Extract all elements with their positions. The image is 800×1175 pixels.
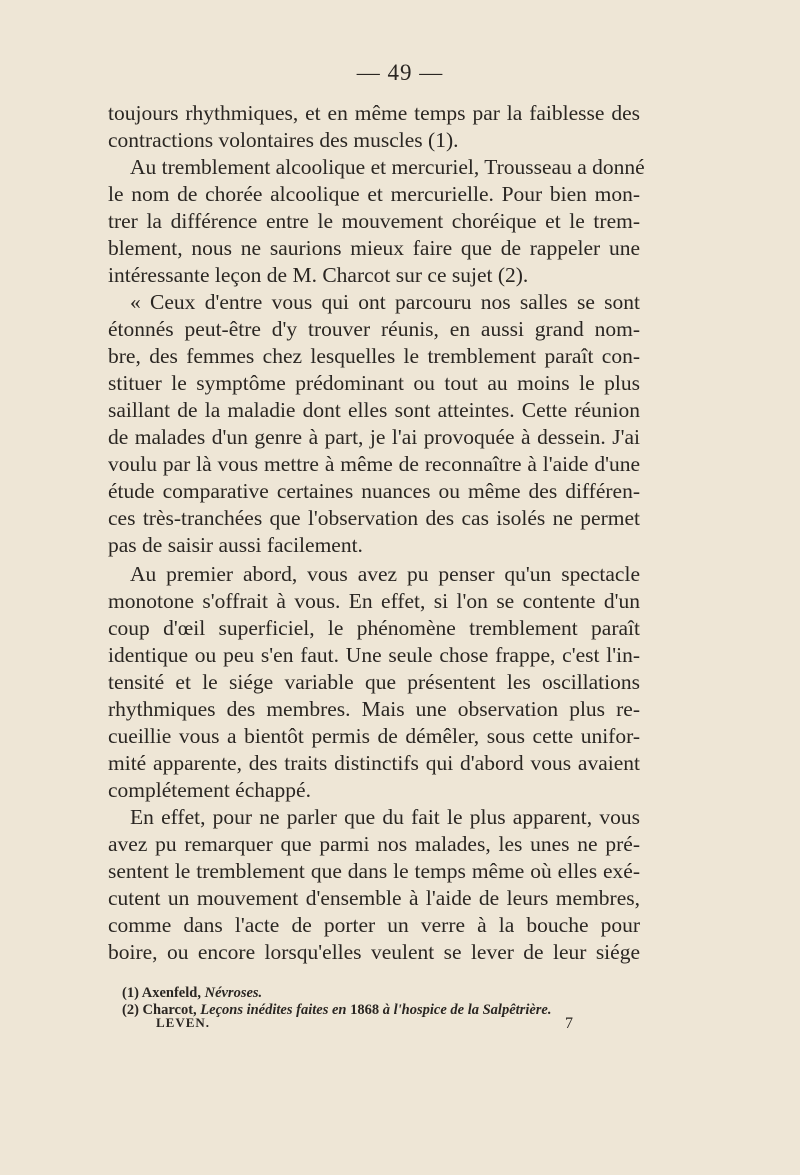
footnote-1 bbox=[122, 985, 654, 1002]
text-line: mité apparente, des traits distinctifs qui d'abord vous avaient bbox=[108, 751, 640, 775]
footnote-2-rest: à l'hospice de la Salpêtrière. bbox=[382, 1002, 552, 1018]
text-line: cutent un mouvement d'ensemble à l'aide de leurs membres, bbox=[108, 886, 640, 910]
text-line: ces très-tranchées que l'observation des cas isolés ne permet bbox=[108, 506, 640, 530]
text-line: stituer le symptôme prédominant ou tout au moins le plus bbox=[108, 371, 640, 395]
text-line: boire, ou encore lorsqu'elles veulent se lever de leur siége bbox=[108, 940, 640, 964]
text-line: rhythmiques des membres. Mais une observation plus re- bbox=[108, 697, 640, 721]
page-number: — 49 — bbox=[356, 60, 444, 85]
footnote-2-number: (2) bbox=[122, 1002, 139, 1018]
footnote-1-number: (1) bbox=[122, 985, 139, 1001]
footnote-1-author: Axenfeld, bbox=[141, 985, 201, 1001]
text-line: tensité et le siége variable que présentent les oscillations bbox=[108, 670, 640, 694]
signature-sheet-number: 7 bbox=[565, 1015, 573, 1032]
text-line: En effet, pour ne parler que du fait le plus apparent, vous bbox=[130, 805, 640, 829]
text-line: trer la différence entre le mouvement choréique et le trem- bbox=[108, 209, 640, 233]
text-line: sentent le tremblement que dans le temps même où elles exé- bbox=[108, 859, 640, 883]
text-line: saillant de la maladie dont elles sont atteintes. Cette réunion bbox=[108, 398, 640, 422]
footnote-1-title: Névroses. bbox=[204, 985, 263, 1001]
text-line: cueillie vous a bientôt permis de démêler, sous cette unifor- bbox=[108, 724, 640, 748]
text-line: bre, des femmes chez lesquelles le tremblement paraît con- bbox=[108, 344, 640, 368]
text-line: étonnés peut-être d'y trouver réunis, en aussi grand nom- bbox=[108, 317, 640, 341]
text-line: Au premier abord, vous avez pu penser qu'un spectacle bbox=[130, 562, 640, 586]
text-line: monotone s'offrait à vous. En effet, si l'on se contente d'un bbox=[108, 589, 640, 613]
footnote-2-year: 1868 bbox=[350, 1002, 380, 1018]
text-line: comme dans l'acte de porter un verre à la bouche pour bbox=[108, 913, 640, 937]
text-line: coup d'œil superficiel, le phénomène tremblement paraît bbox=[108, 616, 640, 640]
text-line: pas de saisir aussi facilement. bbox=[108, 533, 363, 557]
text-line: complétement échappé. bbox=[108, 778, 311, 802]
text-line: « Ceux d'entre vous qui ont parcouru nos salles se sont bbox=[130, 290, 640, 314]
text-line: Au tremblement alcoolique et mercuriel, Trousseau a donné bbox=[130, 155, 645, 179]
footnote-2-en: en bbox=[331, 1002, 347, 1018]
text-line: blement, nous ne saurions mieux faire que de rappeler une bbox=[108, 236, 640, 260]
footnote-2-author: Charcot, bbox=[142, 1002, 197, 1018]
text-line: toujours rhythmiques, et en même temps par la faiblesse des bbox=[108, 101, 640, 125]
text-line: étude comparative certaines nuances ou même des différen- bbox=[108, 479, 640, 503]
text-line: intéressante leçon de M. Charcot sur ce sujet (2). bbox=[108, 263, 529, 287]
text-line: voulu par là vous mettre à même de reconnaître à l'aide d'une bbox=[108, 452, 640, 476]
footnote-2-title: Leçons inédites faites bbox=[200, 1002, 329, 1018]
text-line: contractions volontaires des muscles (1). bbox=[108, 128, 459, 152]
text-line: identique ou peu s'en faut. Une seule chose frappe, c'est l'in- bbox=[108, 643, 640, 667]
text-line: le nom de chorée alcoolique et mercurielle. Pour bien mon- bbox=[108, 182, 640, 206]
signature-author: LEVEN. bbox=[156, 1015, 211, 1030]
text-line: avez pu remarquer que parmi nos malades, les unes ne pré- bbox=[108, 832, 640, 856]
text-line: de malades d'un genre à part, je l'ai provoquée à dessein. J'ai bbox=[108, 425, 640, 449]
